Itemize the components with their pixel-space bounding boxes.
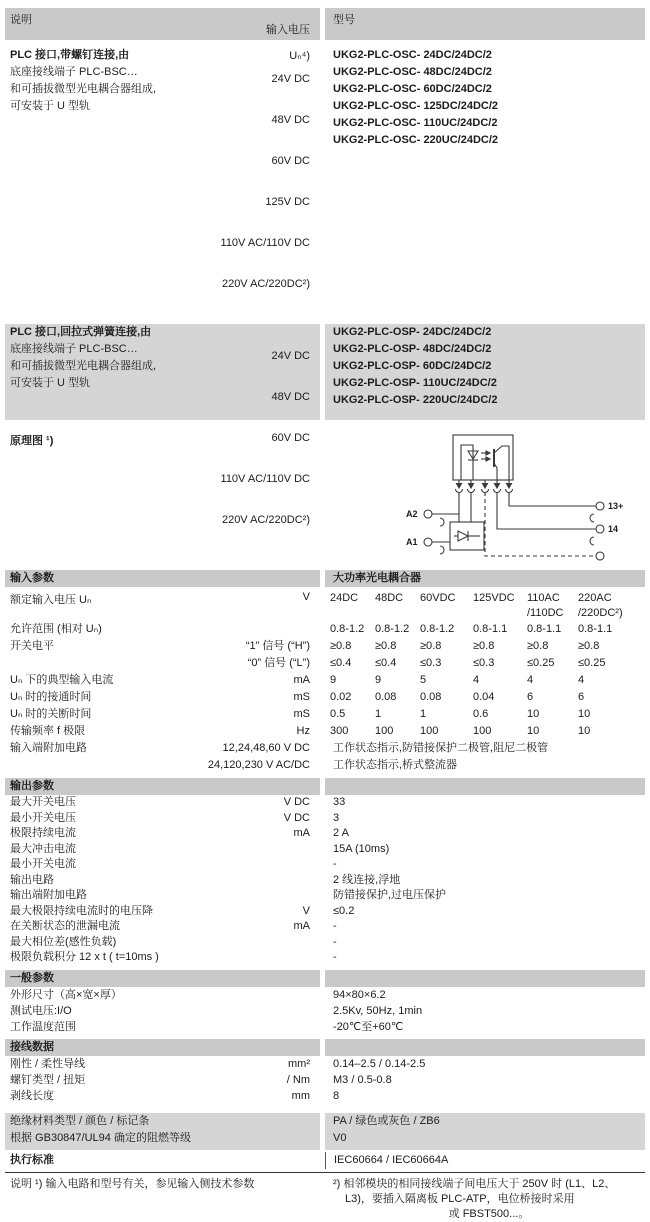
terminal-a2-label: A2 (406, 509, 418, 519)
light-arrow-icon (486, 457, 490, 461)
model-item: UKG2-PLC-OSP- 24DC/24DC/2 (333, 326, 492, 338)
plug-connectors-icon (456, 480, 513, 493)
spec-row-switch-level-low: “0” 信号 (“L”) ≤0.4 ≤0.4 ≤0.3 ≤0.3 ≤0.25 ≤0.25 (247, 657, 606, 669)
spec-row: 极限负载积分 12 x t ( t=10ms ) - (10, 951, 337, 963)
spec-row-switch-level-high: 开关电平 “1” 信号 (“H”) ≥0.8 ≥0.8 ≥0.8 ≥0.8 ≥0.8 ≥0.8 (10, 640, 600, 652)
spec-row: 最大极限持续电流时的电压降 V ≤0.2 (10, 904, 355, 917)
col-header: 60VDC (420, 592, 456, 604)
spec-row: 输出端附加电路 防错接保护,过电压保护 (10, 889, 447, 901)
schematic-diagram (398, 430, 628, 565)
section-band-input-params (5, 570, 645, 587)
spec-row: 极限持续电流 mA 2 A (10, 827, 349, 839)
spec-row-input-extra-dc: 输入端附加电路 12,24,48,60 V DC 工作状态指示,防错接保护二极管,阻尼二极管 (10, 742, 549, 754)
input-diode-icon (458, 531, 468, 541)
terminal-ref-icon (596, 552, 604, 560)
schematic-label: 原理图 ¹) (10, 435, 54, 447)
header-desc-label: 说明 (10, 14, 32, 26)
col-header: 110AC /110DC (527, 592, 564, 619)
input-table-header-row (5, 591, 645, 621)
header-model-label: 型号 (325, 8, 645, 40)
block2-description: PLC 接口,回拉式弹簧连接,由 底座接线端子 PLC-BSC… 和可插拔微型光电耦合器组成, 可安装于 U 型轨 (10, 326, 157, 389)
spare-socket-icon (590, 537, 594, 545)
section-band-wiring-data (5, 1039, 645, 1056)
product-block-screw (5, 45, 645, 317)
spec-row: 螺钉类型 / 扭矩 / Nm M3 / 0.5-0.8 (10, 1073, 392, 1086)
spec-row: 测试电压:I/O 2.5Kv, 50Hz, 1min (10, 1004, 423, 1017)
optocoupler-box (453, 435, 513, 480)
spec-row: 最大开关电压 V DC 33 (10, 796, 346, 808)
model-item: UKG2-PLC-OSC- 60DC/24DC/2 (333, 83, 492, 95)
col-header: 48DC (375, 592, 404, 604)
rated-voltage-unit: V (302, 591, 310, 603)
footnote-right: ²) 相邻模块的相同接线端子间电压大于 250V 时 (L1、L2、 L3)，要插入隔离板 PLC-ATP，电位桥接时采用 或 FBST500...。 (333, 1177, 616, 1220)
model-item: UKG2-PLC-OSP- 220UC/24DC/2 (333, 394, 498, 406)
spec-row-transfer-frequency: 传输频率 f 极限 Hz 300 100 100 100 10 10 (10, 725, 591, 737)
spec-row: 刚性 / 柔性导线 mm² 0.14–2.5 / 0.14-2.5 (10, 1057, 426, 1070)
spec-row: 工作温度范围 -20℃至+60℃ (10, 1020, 404, 1033)
model-item: UKG2-PLC-OSP- 48DC/24DC/2 (333, 343, 492, 355)
spec-row-allowed-range: 允许范围 (相对 Uₙ) 0.8-1.2 0.8-1.2 0.8-1.2 0.8-1.1 0.8-1.1 0.8-1.1 (10, 623, 613, 635)
wiring-band-right (325, 1039, 645, 1056)
spec-row-turn-off-time: Uₙ 时的关断时间 mS 0.5 1 1 0.6 10 10 (10, 708, 591, 720)
footnotes (5, 1172, 645, 1222)
output-params-title: 输出参数 (5, 778, 320, 795)
terminal-13-icon (596, 502, 604, 510)
spec-row: 在关断状态的泄漏电流 mA - (10, 920, 337, 932)
spec-row: 最大冲击电流 15A (10ms) (10, 842, 390, 855)
general-params-title: 一般参数 (5, 970, 320, 987)
block2-voltages: 24V DC 48V DC 60V DC 110V AC/110V DC 220V AC/220DC²) (220, 350, 310, 526)
spec-row-typical-current: Uₙ 下的典型输入电流 mA 9 9 5 4 4 4 (10, 674, 585, 686)
col-header: 125VDC (473, 592, 515, 604)
spec-row: 输出电路 2 线连接,浮地 (10, 873, 401, 886)
header-voltage-label: 输入电压 Uₙ⁴) (266, 24, 310, 62)
terminal-a1-label: A1 (406, 537, 418, 547)
rated-voltage-label: 额定输入电压 Uₙ (10, 594, 92, 606)
spare-socket-icon (440, 546, 444, 554)
model-item: UKG2-PLC-OSC- 24DC/24DC/2 (333, 49, 492, 61)
terminal-14-icon (596, 525, 604, 533)
optocoupler-type-title: 大功率光电耦合器 (325, 570, 645, 587)
spec-row: 最小开关电流 - (10, 858, 337, 870)
terminal-a1-icon (424, 538, 432, 546)
block1-voltages: 24V DC 48V DC 60V DC 125V DC 110V AC/110V DC 220V AC/220DC²) (220, 73, 310, 290)
block1-description: PLC 接口,带螺钉连接,由 底座接线端子 PLC-BSC… 和可插拔微型光电耦合器组成, 可安装于 U 型轨 (10, 49, 157, 112)
standards-value: IEC60664 / IEC60664A (325, 1152, 645, 1169)
output-band-right (325, 778, 645, 795)
spec-row: 剥线长度 mm 8 (10, 1089, 340, 1102)
schematic-section (5, 428, 645, 566)
standards-label: 执行标准 (10, 1153, 54, 1166)
insulation-block: 绝缘材料类型 / 颜色 / 标记条 根据 GB30847/UL94 确定的阻燃等级 PA / 绿色或灰色 / ZB6 V0 (5, 1110, 645, 1150)
light-arrow-icon (486, 451, 490, 455)
terminal-14-label: 14 (608, 524, 619, 534)
block1-models (325, 47, 645, 317)
model-item: UKG2-PLC-OSP- 60DC/24DC/2 (333, 360, 492, 372)
section-band-output-params (5, 778, 645, 795)
header-left-band (5, 8, 320, 62)
model-item: UKG2-PLC-OSP- 110UC/24DC/2 (333, 377, 497, 389)
col-header: 220AC /220DC²) (578, 592, 623, 619)
section-band-general-params (5, 970, 645, 987)
model-item: UKG2-PLC-OSC- 110UC/24DC/2 (333, 117, 498, 129)
wiring-data-title: 接线数据 (5, 1039, 320, 1056)
model-item: UKG2-PLC-OSC- 125DC/24DC/2 (333, 100, 499, 112)
footnote-left: 说明 ¹) 输入电路和型号有关，参见输入侧技术参数 (10, 1177, 255, 1190)
general-band-right (325, 970, 645, 987)
standards-row (5, 1152, 645, 1169)
spec-row: 外形尺寸（高×宽×厚） 94×80×6.2 (10, 988, 386, 1001)
spec-row: 最小开关电压 V DC 3 (10, 811, 340, 824)
col-header: 24DC (330, 592, 359, 604)
spec-row: 最大相位差(感性负载) - (10, 935, 337, 948)
model-item: UKG2-PLC-OSC- 48DC/24DC/2 (333, 66, 492, 78)
spec-row-input-extra-ac: 24,120,230 V AC/DC 工作状态指示,桥式整流器 (207, 759, 458, 771)
terminal-13-label: 13+ (608, 501, 624, 511)
terminal-a2-icon (424, 510, 432, 518)
spare-socket-icon (590, 514, 594, 522)
model-item: UKG2-PLC-OSC- 220UC/24DC/2 (333, 134, 499, 146)
spare-socket-icon (440, 518, 444, 526)
input-params-title: 输入参数 (5, 570, 320, 587)
block2-models (325, 324, 645, 420)
spec-row-turn-on-time: Uₙ 时的接通时间 mS 0.02 0.08 0.08 0.04 6 6 (10, 691, 585, 703)
